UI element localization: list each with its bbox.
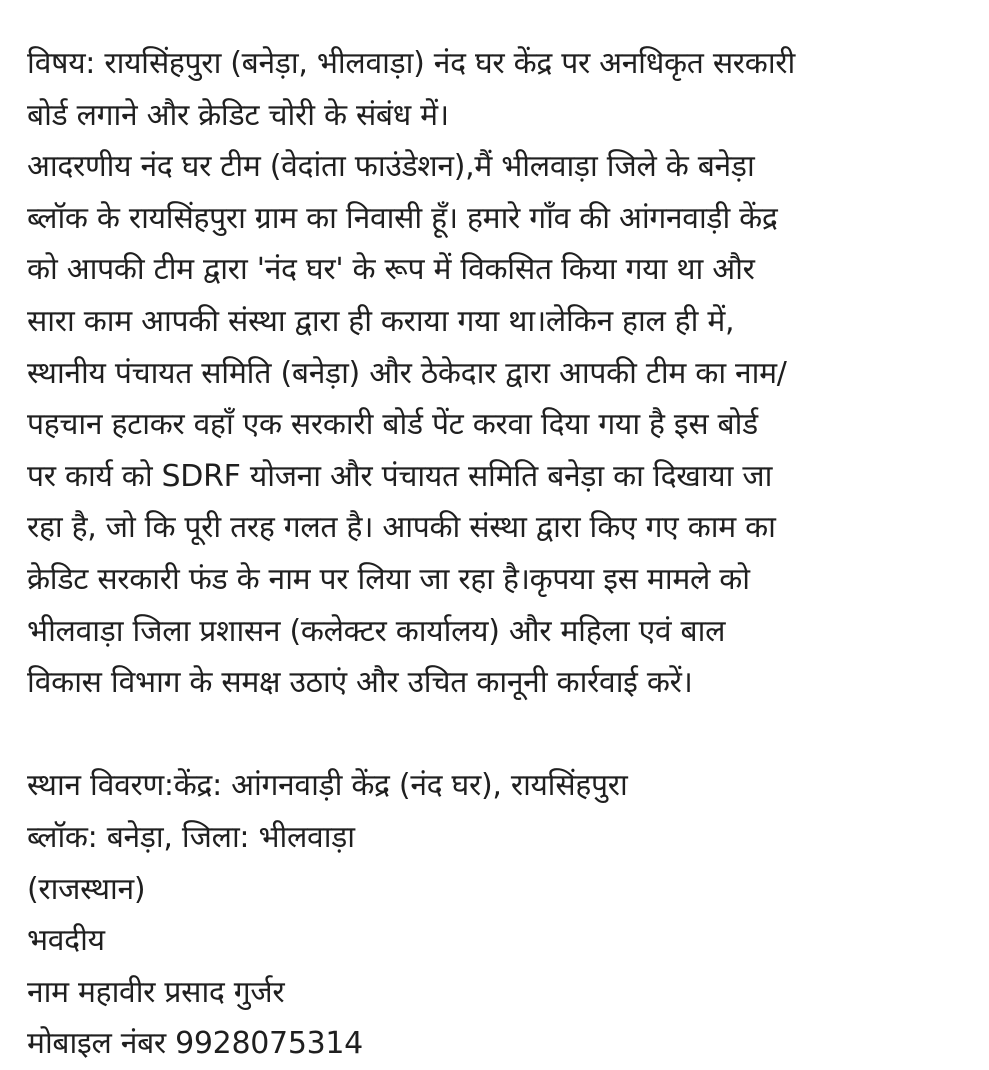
letter-text bbox=[27, 38, 979, 1070]
body-line: आदरणीय नंद घर टीम (वेदांता फाउंडेशन),मैं भीलवाड़ा जिले के बनेड़ा bbox=[27, 149, 755, 185]
location-details bbox=[27, 760, 979, 915]
location-line: स्थान विवरण:केंद्र: आंगनवाड़ी केंद्र (नंद घर), रायसिंहपुरा bbox=[27, 768, 628, 804]
body-line: सारा काम आपकी संस्था द्वारा ही कराया गया था।लेकिन हाल ही में, bbox=[27, 303, 735, 339]
subject-line: बोर्ड लगाने और क्रेडिट चोरी के संबंध में। bbox=[27, 97, 449, 133]
body-line: को आपकी टीम द्वारा 'नंद घर' के रूप में विकसित किया गया था और bbox=[27, 252, 755, 288]
paragraph-gap bbox=[27, 709, 979, 761]
body-line: विकास विभाग के समक्ष उठाएं और उचित कानूनी कार्रवाई करें। bbox=[27, 665, 693, 701]
sender-name: नाम महावीर प्रसाद गुर्जर bbox=[27, 974, 285, 1010]
location-line: (राजस्थान) bbox=[27, 871, 146, 907]
closing: भवदीय bbox=[27, 923, 105, 959]
body-line: क्रेडिट सरकारी फंड के नाम पर लिया जा रहा है।कृपया इस मामले को bbox=[27, 561, 750, 597]
letter-body bbox=[27, 141, 979, 709]
signature-block bbox=[27, 915, 979, 1070]
body-line: ब्लॉक के रायसिंहपुरा ग्राम का निवासी हूँ। हमारे गाँव की आंगनवाड़ी केंद्र bbox=[27, 200, 778, 236]
body-line: पर कार्य को SDRF योजना और पंचायत समिति बनेड़ा का दिखाया जा bbox=[27, 458, 773, 494]
sender-mobile: मोबाइल नंबर 9928075314 bbox=[27, 1026, 363, 1062]
body-line: स्थानीय पंचायत समिति (बनेड़ा) और ठेकेदार द्वारा आपकी टीम का नाम/ bbox=[27, 355, 787, 391]
body-line: पहचान हटाकर वहाँ एक सरकारी बोर्ड पेंट करवा दिया गया है इस बोर्ड bbox=[27, 407, 758, 443]
subject bbox=[27, 38, 979, 141]
location-line: ब्लॉक: बनेड़ा, जिला: भीलवाड़ा bbox=[27, 819, 355, 855]
body-line: भीलवाड़ा जिला प्रशासन (कलेक्टर कार्यालय) और महिला एवं बाल bbox=[27, 613, 726, 649]
subject-line: विषय: रायसिंहपुरा (बनेड़ा, भीलवाड़ा) नंद घर केंद्र पर अनधिकृत सरकारी bbox=[27, 46, 796, 81]
body-line: रहा है, जो कि पूरी तरह गलत है। आपकी संस्था द्वारा किए गए काम का bbox=[27, 510, 776, 546]
